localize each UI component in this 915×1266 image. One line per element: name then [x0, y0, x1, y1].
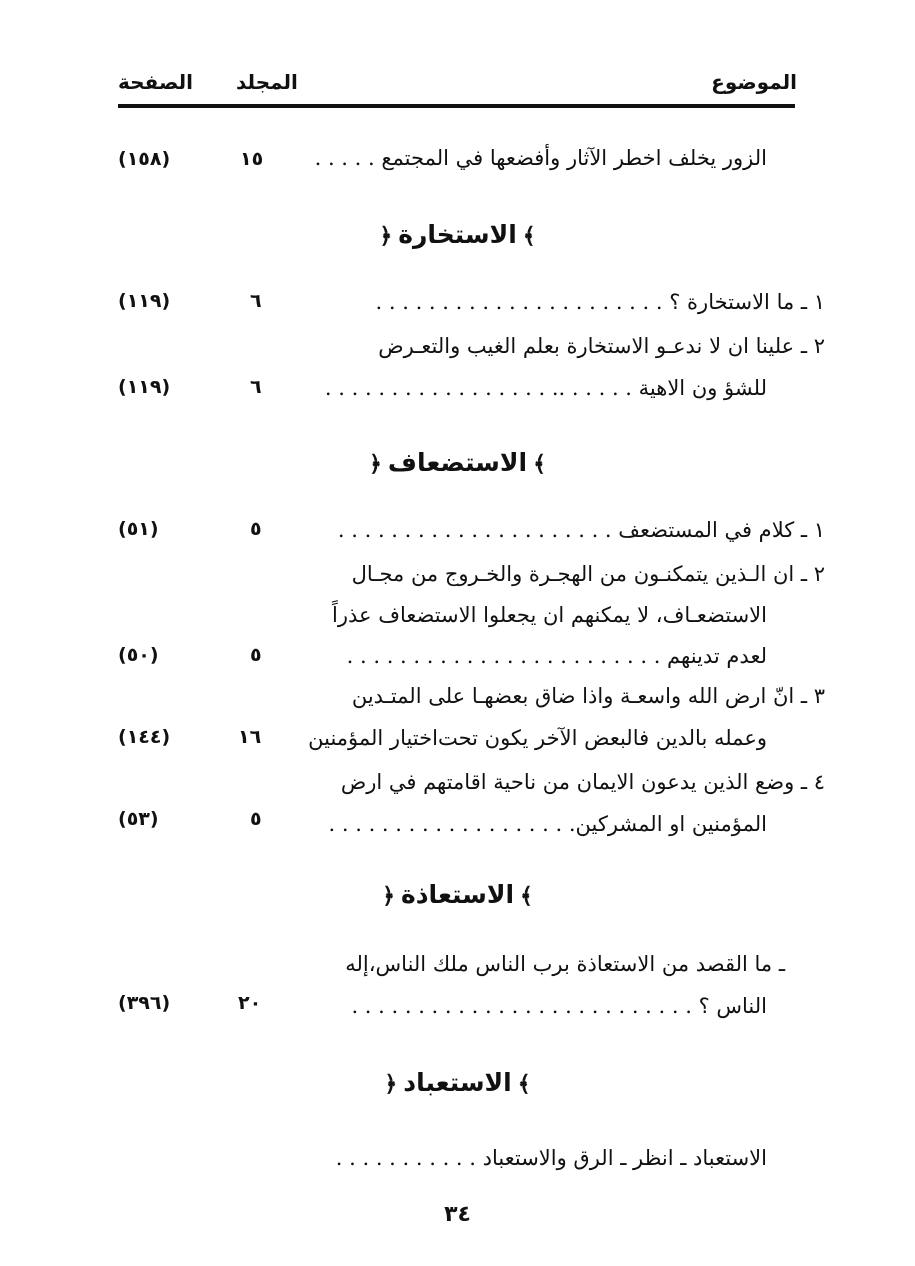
list-item-volume: ٥ — [250, 644, 262, 666]
list-item: للشؤ ون الاهية . . . . . .. . . . . . . . . . . . . . . . . . — [324, 376, 767, 400]
ornament-left: ﴿ — [379, 224, 393, 249]
list-item-volume: ٦ — [250, 376, 262, 398]
list-item-page: (٥١) — [118, 518, 159, 540]
header-page: الصفحة — [118, 70, 194, 94]
section-title-text: الاستخارة — [398, 220, 517, 249]
list-item: ـ ما القصد من الاستعاذة برب الناس ملك الناس،إله — [345, 952, 785, 976]
list-item: وعمله بالدين فالبعض الآخر يكون تحت‌اختيار المؤمنين — [308, 726, 767, 750]
ornament-right: ﴾ — [517, 1072, 531, 1097]
list-item: ٣ ـ انّ ارض الله واسعـة واذا ضاق بعضهـا على المتـدين — [351, 684, 825, 708]
list-item: ٢ ـ ان الـذين يتمكنـون من الهجـرة والخـروج من مجـال — [351, 562, 825, 586]
list-item: ٤ ـ وضع الذين يدعون الايمان من ناحية اقامتهم في ارض — [340, 770, 825, 794]
entry-volume: ١٥ — [240, 148, 264, 170]
section-title-istibaad — [0, 1068, 915, 1097]
page-number: ٣٤ — [444, 1202, 471, 1227]
ornament-left: ﴿ — [384, 1072, 398, 1097]
header-topic: الموضوع — [711, 70, 797, 94]
header-rule — [118, 104, 795, 108]
section-title-istidaaf — [0, 448, 915, 477]
section-title-istiaadha — [0, 880, 915, 909]
list-item: الناس ؟ . . . . . . . . . . . . . . . . . . . . . . . . . . — [351, 994, 767, 1018]
list-item-page: (١٤٤) — [118, 726, 171, 748]
list-item: ٢ ـ علينا ان لا ندعـو الاستخارة بعلم الغيب والتعـرض — [378, 334, 825, 358]
entry-text: الزور يخلف اخطر الآثار وأفضعها في المجتمع . . . . . — [314, 146, 767, 170]
section-title-text: الاستعباد — [403, 1068, 512, 1097]
ornament-right: ﴾ — [520, 884, 533, 909]
ornament-left: ﴿ — [382, 884, 395, 909]
list-item: الاستعباد ـ انظر ـ الرق والاستعباد . . . . . . . . . . . — [335, 1146, 767, 1170]
list-item-volume: ٥ — [250, 808, 262, 830]
list-item-page: (٥٠) — [118, 644, 159, 666]
section-title-istikhara — [0, 220, 915, 249]
header-volume: المجلد — [236, 70, 298, 94]
list-item-volume: ٦ — [250, 290, 262, 312]
list-item: ١ ـ ما الاستخارة ؟ . . . . . . . . . . . . . . . . . . . . . . — [375, 290, 825, 314]
ornament-left: ﴿ — [369, 452, 382, 477]
section-title-text: الاستضعاف — [387, 448, 528, 477]
ornament-right: ﴾ — [522, 224, 536, 249]
list-item: المؤمنين او المشركين. . . . . . . . . . . . . . . . . . . — [328, 812, 767, 836]
list-item: الاستضعـاف، لا يمكنهم ان يجعلوا الاستضعاف عذراً — [332, 603, 767, 627]
list-item-page: (١١٩) — [118, 290, 171, 312]
list-item-page: (٥٣) — [118, 808, 159, 830]
list-item-page: (٣٩٦) — [118, 992, 171, 1014]
list-item-volume: ٢٠ — [238, 992, 262, 1014]
list-item-page: (١١٩) — [118, 376, 171, 398]
section-title-text: الاستعاذة — [400, 880, 515, 909]
ornament-right: ﴾ — [533, 452, 546, 477]
entry-page: (١٥٨) — [118, 148, 171, 170]
list-item-volume: ٥ — [250, 518, 262, 540]
list-item: لعدم تدينهم . . . . . . . . . . . . . . . . . . . . . . . . — [346, 644, 767, 668]
list-item: ١ ـ كلام في المستضعف . . . . . . . . . . . . . . . . . . . . . — [337, 518, 825, 542]
list-item-volume: ١٦ — [238, 726, 262, 748]
